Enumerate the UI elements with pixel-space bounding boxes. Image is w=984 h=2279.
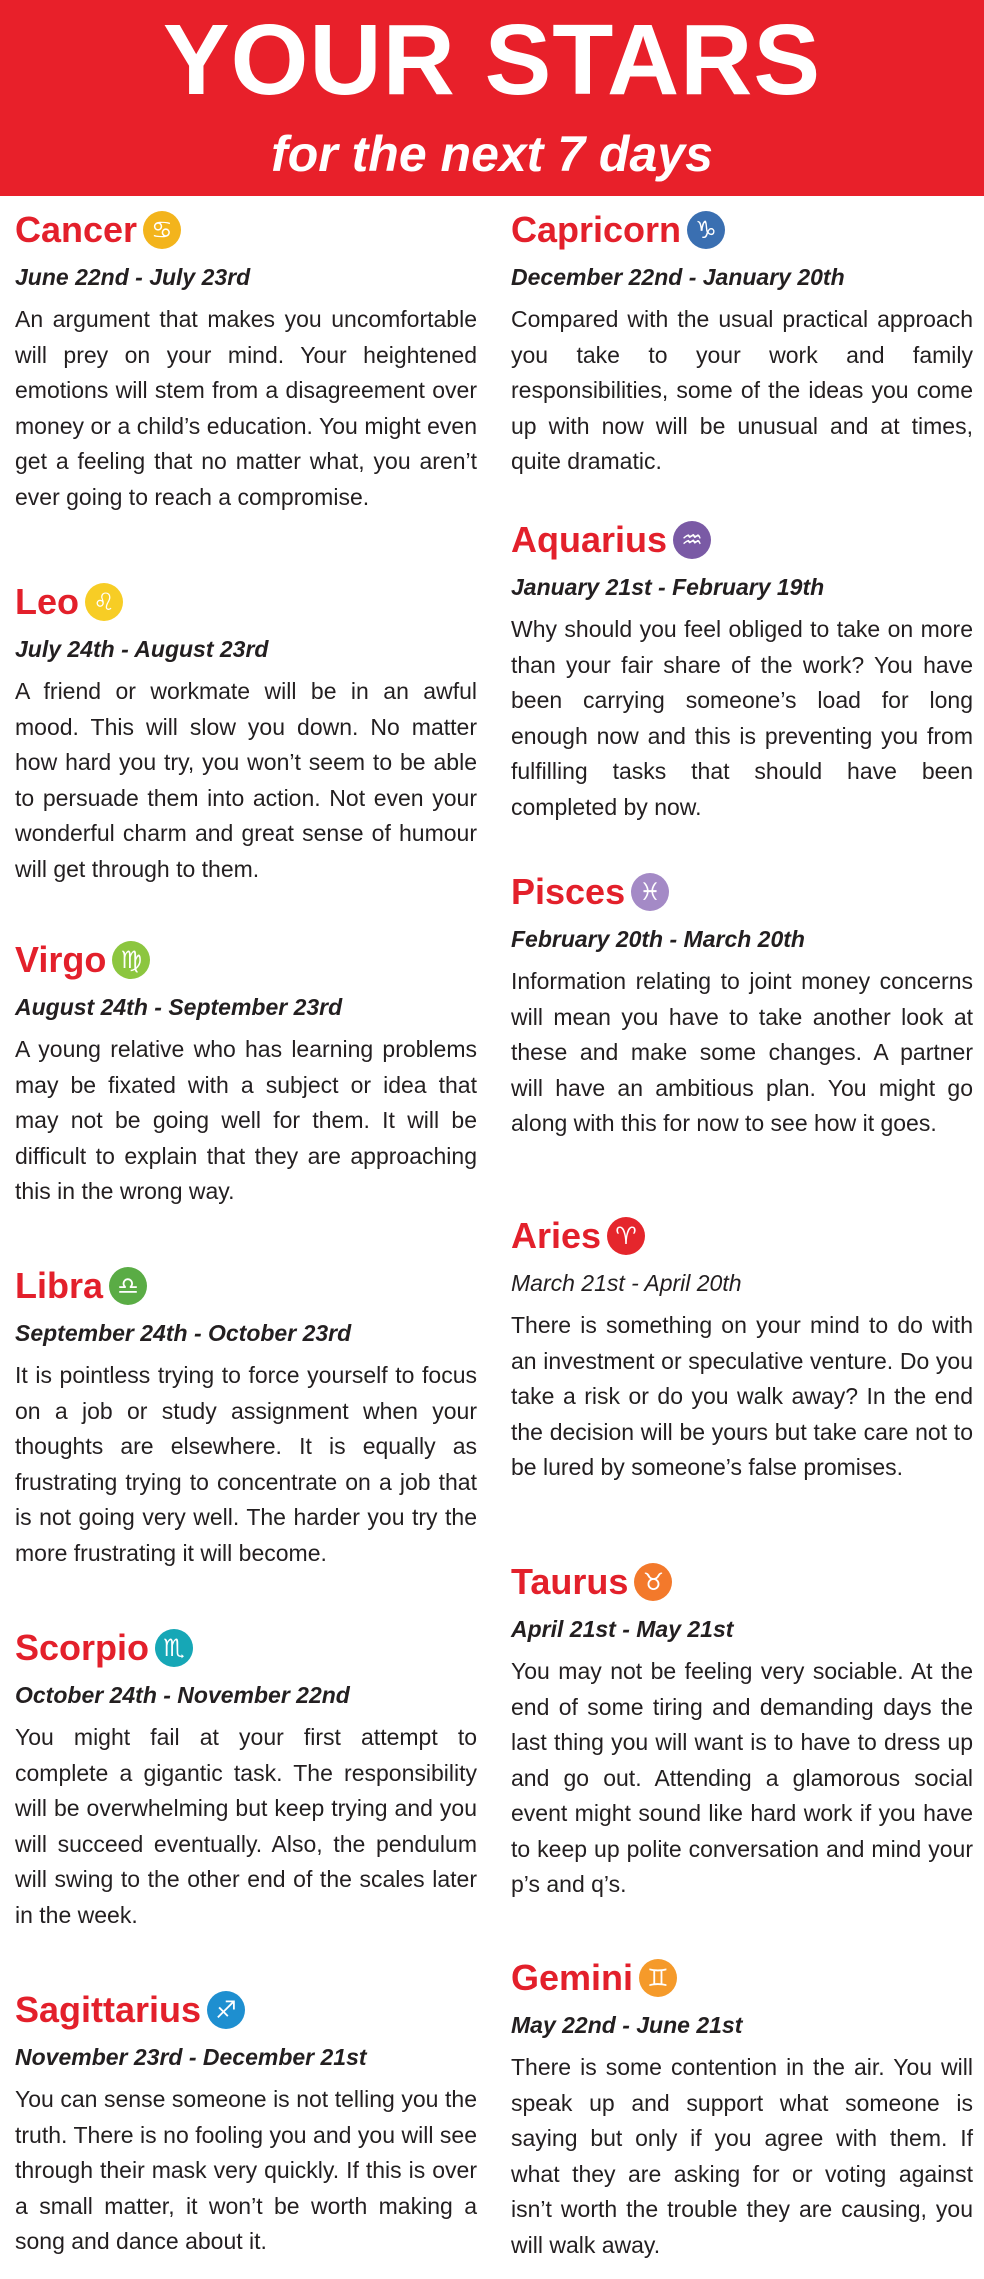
sign-sagittarius: [15, 1986, 477, 2260]
sign-name: Sagittarius: [15, 1989, 202, 2030]
scorpio-icon: ♏: [155, 1629, 193, 1667]
sagittarius-icon: ♐: [207, 1991, 245, 2029]
sign-text: An argument that makes you uncomfortable will prey on your mind. Your heightened emotions will stem from a disagreement over money or a child’s education. You might even get a feeling that no matter what, you aren’t ever going to reach a compromise.: [15, 306, 477, 510]
sign-dates: November 23rd - December 21st: [15, 2044, 367, 2070]
sign-scorpio: [15, 1624, 477, 1933]
sign-dates: June 22nd - July 23rd: [15, 264, 251, 290]
sign-aries: [511, 1212, 973, 1486]
sign-dates: August 24th - September 23rd: [15, 994, 343, 1020]
sign-text: There is something on your mind to do with an investment or speculative venture. Do you take a risk or do you walk away? In the end the decision will be yours but take care not to be lured by someone’s false promises.: [511, 1312, 973, 1480]
sign-dates: July 24th - August 23rd: [15, 636, 269, 662]
page-title: YOUR STARS: [162, 4, 822, 116]
sign-dates: September 24th - October 23rd: [15, 1320, 352, 1346]
sign-text: A young relative who has learning problems may be fixated with a subject or idea that may not be going well for them. It will be difficult to explain that they are approaching this in the wrong way.: [15, 1036, 477, 1204]
cancer-icon: ♋: [143, 211, 181, 249]
sign-dates: February 20th - March 20th: [511, 926, 805, 952]
sign-name: Gemini: [511, 1957, 634, 1998]
sign-name: Scorpio: [15, 1627, 150, 1668]
sign-gemini: [511, 1954, 973, 2263]
sign-name: Pisces: [511, 871, 626, 912]
sign-name: Taurus: [511, 1561, 629, 1602]
sign-text: You might fail at your first attempt to complete a gigantic task. The responsibility will be overwhelming but keep trying and you will succeed eventually. Also, the pendulum will swing to the other end of the scales later in the week.: [15, 1724, 477, 1928]
sign-name: Capricorn: [511, 209, 682, 250]
sign-dates: March 21st - April 20th: [511, 1270, 742, 1296]
sign-name: Leo: [15, 581, 80, 622]
sign-name: Libra: [15, 1265, 104, 1306]
sign-name: Virgo: [15, 939, 107, 980]
sign-text: Why should you feel obliged to take on more than your fair share of the work? You have been carrying someone’s load for long enough now and this is preventing you from fulfilling tasks that should have been completed by now.: [511, 616, 973, 820]
sign-taurus: [511, 1558, 973, 1903]
sign-text: It is pointless trying to force yourself to focus on a job or study assignment when your thoughts are elsewhere. It is equally as frustrating trying to concentrate on a job that is not going very well. The harder you try the more frustrating it will become.: [15, 1362, 477, 1566]
sign-text: You can sense someone is not telling you the truth. There is no fooling you and you will see through their mask very quickly. If this is over a small matter, it won’t be worth making a song and dance about it.: [15, 2086, 477, 2254]
sign-dates: April 21st - May 21st: [511, 1616, 734, 1642]
sign-name: Aries: [511, 1215, 602, 1256]
pisces-icon: ♓: [631, 873, 669, 911]
capricorn-icon: ♑: [687, 211, 725, 249]
sign-text: There is some contention in the air. You will speak up and support what someone is saying but only if you agree with them. If what they are asking for or voting against isn’t worth the trouble they are causing, you will walk away.: [511, 2054, 973, 2258]
libra-icon: ♎: [109, 1267, 147, 1305]
sign-dates: October 24th - November 22nd: [15, 1682, 350, 1708]
sign-name: Aquarius: [511, 519, 668, 560]
sign-capricorn: [511, 206, 973, 480]
leo-icon: ♌: [85, 583, 123, 621]
header-banner: [0, 0, 984, 196]
gemini-icon: ♊: [639, 1959, 677, 1997]
sign-text: Information relating to joint money concerns will mean you have to take another look at these and make some changes. A partner will have an ambitious plan. You might go along with this for now to see how it goes.: [511, 968, 973, 1136]
taurus-icon: ♉: [634, 1563, 672, 1601]
sign-aquarius: [511, 516, 973, 825]
sign-text: A friend or workmate will be in an awful mood. This will slow you down. No matter how hard you try, you won’t seem to be able to persuade them into action. Not even your wonderful charm and great sense of humour will get through to them.: [15, 678, 477, 882]
sign-text: Compared with the usual practical approach you take to your work and family responsibilities, some of the ideas you come up with now will be unusual and at times, quite dramatic.: [511, 306, 973, 474]
sign-cancer: [15, 206, 477, 515]
aries-icon: ♈: [607, 1217, 645, 1255]
sign-leo: [15, 578, 477, 887]
virgo-icon: ♍: [112, 941, 150, 979]
sign-text: You may not be feeling very sociable. At the end of some tiring and demanding days the last thing you will want is to have to dress up and go out. Attending a glamorous social event might sound like hard work if you have to keep up polite conversation and mind your p’s and q’s.: [511, 1658, 973, 1897]
sign-dates: May 22nd - June 21st: [511, 2012, 743, 2038]
sign-name: Cancer: [15, 209, 138, 250]
sign-virgo: [15, 936, 477, 1210]
page-subtitle: for the next 7 days: [271, 126, 713, 182]
sign-libra: [15, 1262, 477, 1571]
aquarius-icon: ♒: [673, 521, 711, 559]
sign-pisces: [511, 868, 973, 1142]
sign-dates: January 21st - February 19th: [511, 574, 825, 600]
sign-dates: December 22nd - January 20th: [511, 264, 845, 290]
